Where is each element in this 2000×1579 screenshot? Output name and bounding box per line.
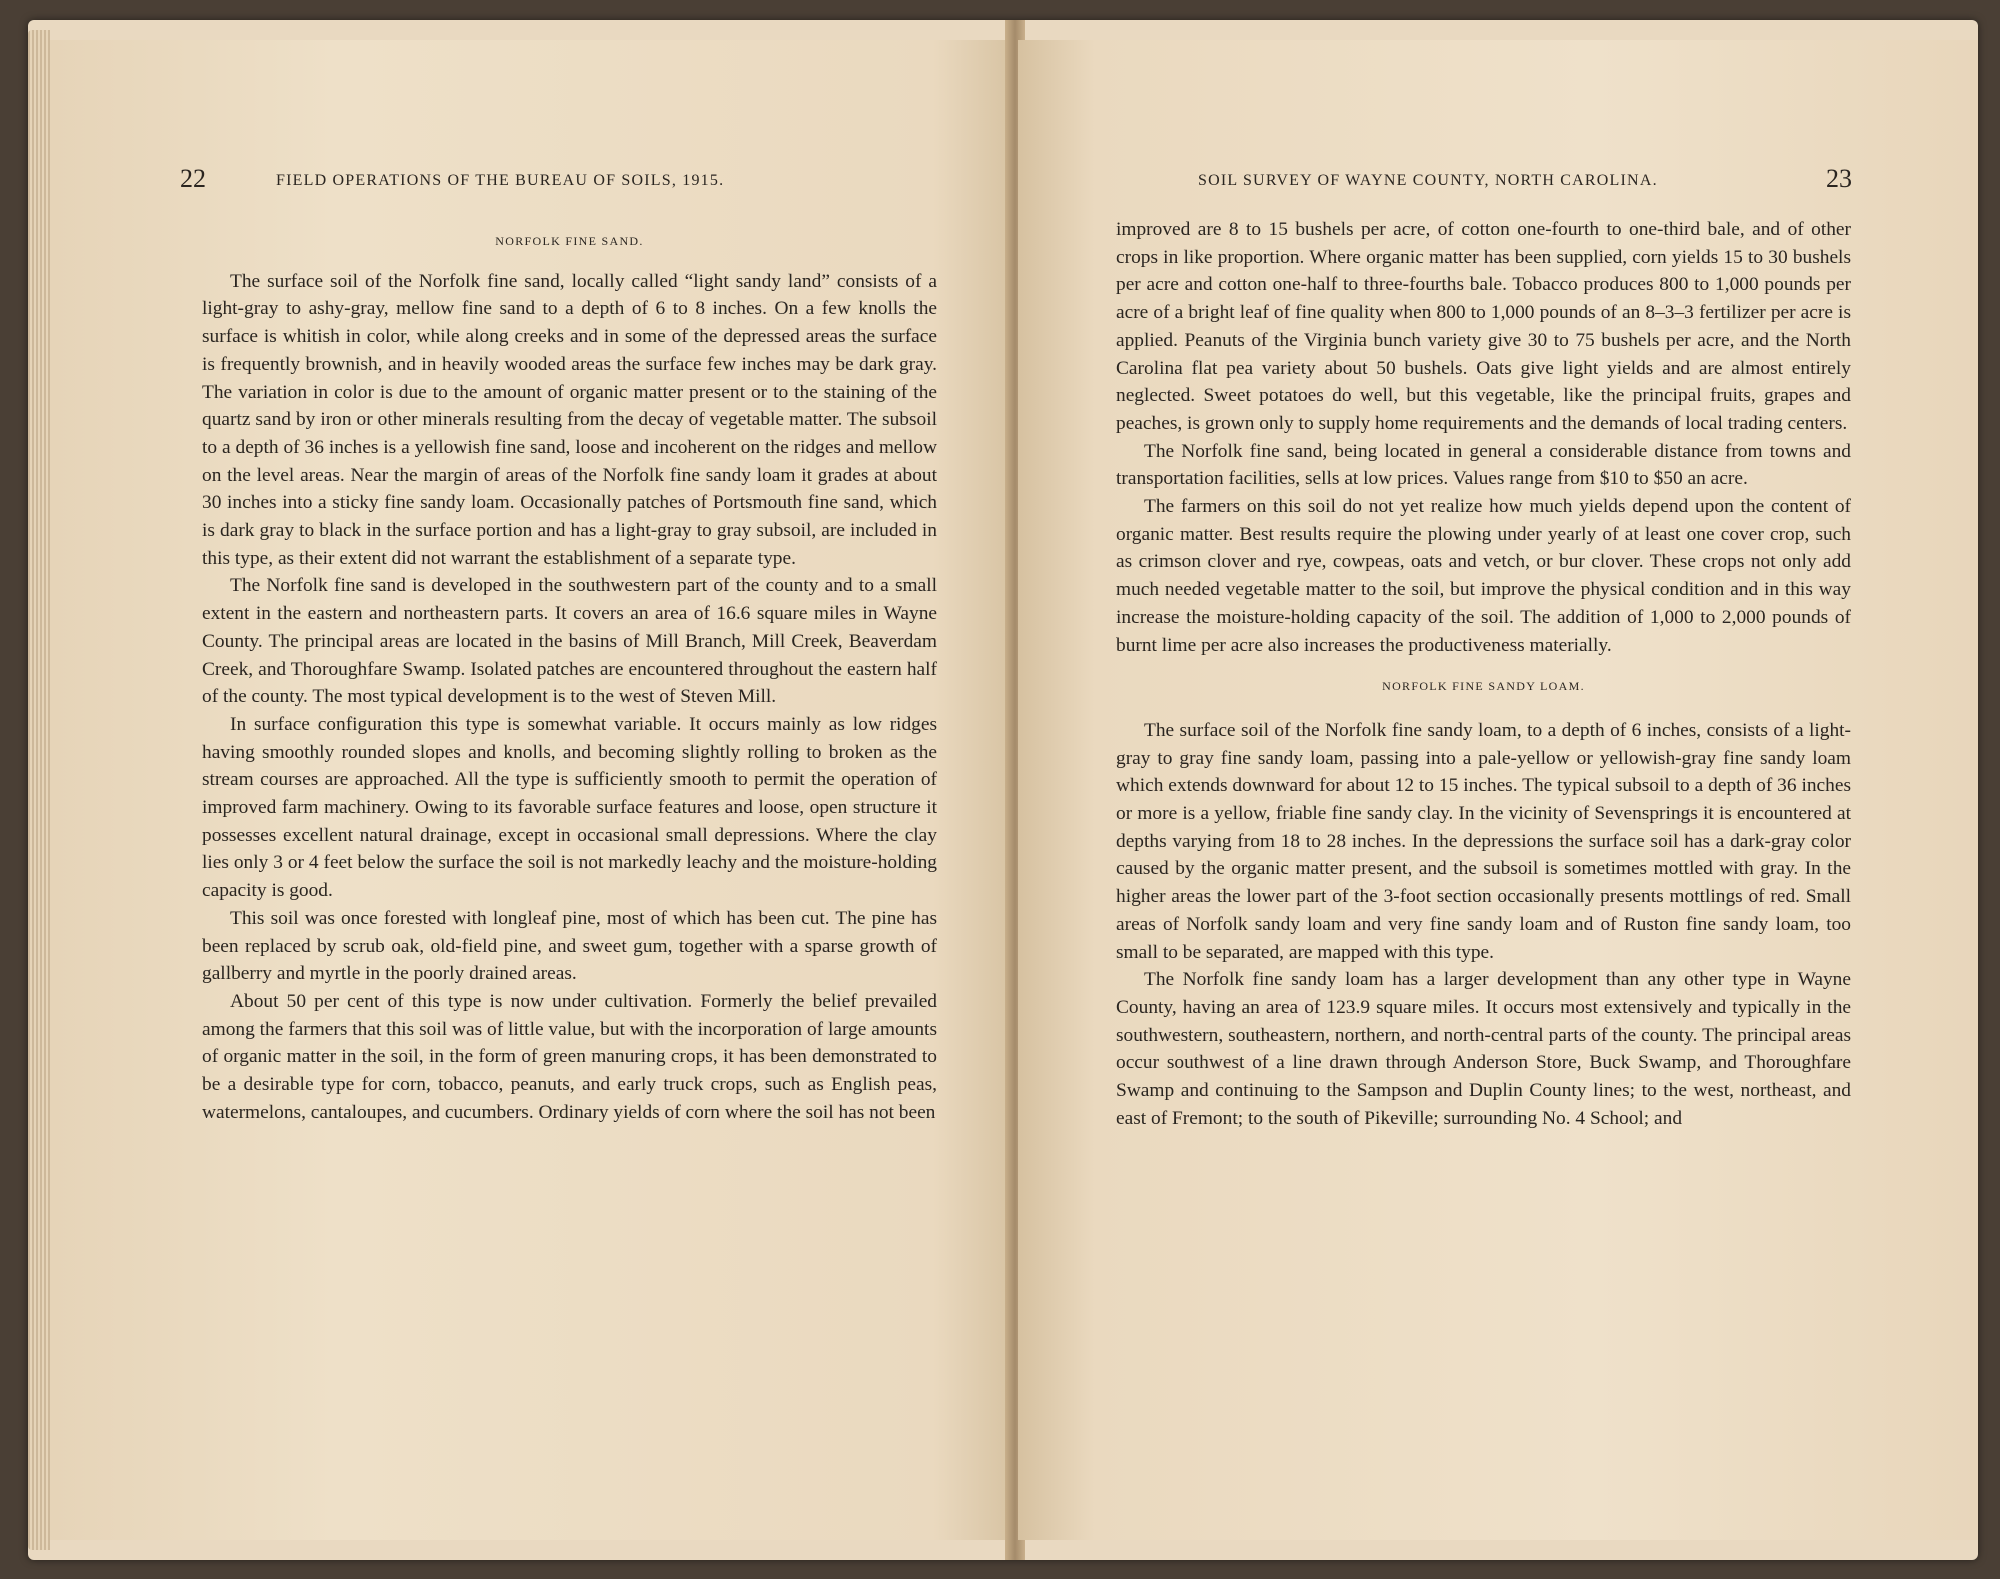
page-number: 23 — [1826, 164, 1852, 193]
right-page-body — [1116, 216, 1851, 1133]
paragraph: About 50 per cent of this type is now under cultivation. Formerly the belief prevailed among the farmers that this soil was of little value, but with the incorporation of large amounts of organic matter in the soil, in the form of green manuring crops, it has been demonstrated to be a desirable type for corn, tobacco, peanuts, and early truck crops, such as English peas, watermelons, cantaloupes, and cucumbers. Ordinary yields of corn where the soil has not been — [202, 990, 937, 1123]
paragraph: improved are 8 to 15 bushels per acre, of cotton one-fourth to one-third bale, and of other crops in like proportion. Where organic matter has been supplied, corn yields 15 to 30 bushels per acre and cotton one-half to three-fourths bale. Tobacco produces 800 to 1,000 pounds per acre of a bright leaf of fine quality when 800 to 1,000 pounds of an 8–3–3 fertilizer per acre is applied. Peanuts of the Virginia bunch variety give 30 to 75 bushels per acre, and the North Carolina flat pea variety about 50 bushels. Oats give light yields and are almost entirely neglected. Sweet potatoes do well, but this vegetable, like the principal fruits, grapes and peaches, is grown only to supply home requirements and the demands of local trading centers. — [1116, 219, 1851, 434]
left-page-body — [202, 228, 937, 1127]
section-title: NORFOLK FINE SAND. — [495, 234, 644, 248]
paragraph: The Norfolk fine sand, being located in general a considerable distance from towns and transportation facilities, sells at low prices. Values range from $10 to $50 an acre. — [1116, 440, 1851, 490]
paragraph: In surface configuration this type is somewhat variable. It occurs mainly as low ridges having smoothly rounded slopes and knolls, and becoming slightly rolling to broken as the stream courses are approached. All the type is sufficiently smooth to permit the operation of improved farm machinery. Owing to its favorable surface features and loose, open structure it possesses excellent natural drainage, except in occasional small depressions. Where the clay lies only 3 or 4 feet below the surface the soil is not markedly leachy and the moisture-holding capacity is good. — [202, 713, 937, 902]
running-head: FIELD OPERATIONS OF THE BUREAU OF SOILS, 1915. — [276, 172, 725, 189]
section-title: NORFOLK FINE SANDY LOAM. — [1382, 679, 1585, 694]
paragraph: The surface soil of the Norfolk fine sandy loam, to a depth of 6 inches, consists of a light-gray to gray fine sandy loam, passing into a pale-yellow or yellowish-gray fine sandy loam which extends downward for about 12 to 15 inches. The typical subsoil to a depth of 36 inches or more is a yellow, friable fine sandy clay. In the vicinity of Sevensprings it is encountered at depths varying from 18 to 28 inches. In the depressions the surface soil has a dark-gray color caused by the organic matter present, and the subsoil is sometimes mottled with gray. In the higher areas the lower part of the 3-foot section occasionally presents mottlings of red. Small areas of Norfolk sandy loam and very fine sandy loam and of Ruston fine sandy loam, too small to be separated, are mapped with this type. — [1116, 719, 1851, 963]
paragraph: The surface soil of the Norfolk fine sand, locally called “light sandy land” consists of a light-gray to ashy-gray, mellow fine sand to a depth of 6 to 8 inches. On a few knolls the surface is whitish in color, while along creeks and in some of the depressed areas the surface is frequently brownish, and in heavily wooded areas the surface few inches may be dark gray. The variation in color is due to the amount of organic matter present or to the staining of the quartz sand by iron or other minerals resulting from the decay of vegetable matter. The subsoil to a depth of 36 inches is a yellowish fine sand, loose and incoherent on the ridges and mellow on the level areas. Near the margin of areas of the Norfolk fine sandy loam it grades at about 30 inches into a sticky fine sandy loam. Occasionally patches of Portsmouth fine sand, which is dark gray to black in the surface portion and has a light-gray to gray subsoil, are included in this type, as their extent did not warrant the establishment of a separate type. — [202, 270, 937, 569]
page-edges — [28, 30, 50, 1550]
paragraph: The Norfolk fine sandy loam has a larger development than any other type in Wayne County, having an area of 123.9 square miles. It occurs most extensively and typically in the southwestern, southeastern, northern, and north-central parts of the county. The principal areas occur southwest of a line drawn through Anderson Store, Buck Swamp, and Thoroughfare Swamp and continuing to the Sampson and Duplin County lines; to the west, northeast, and east of Fremont; to the south of Pikeville; surrounding No. 4 School; and — [1116, 969, 1851, 1129]
paragraph: This soil was once forested with longleaf pine, most of which has been cut. The pine has been replaced by scrub oak, old-field pine, and sweet gum, together with a sparse growth of gallberry and myrtle in the poorly drained areas. — [202, 907, 937, 985]
left-page — [50, 40, 1010, 1540]
running-head: SOIL SURVEY OF WAYNE COUNTY, NORTH CAROLINA. — [1198, 172, 1658, 189]
page-number: 22 — [180, 164, 206, 193]
paragraph: The Norfolk fine sand is developed in the southwestern part of the county and to a small extent in the eastern and northeastern parts. It covers an area of 16.6 square miles in Wayne County. The principal areas are located in the basins of Mill Branch, Mill Creek, Beaverdam Creek, and Thoroughfare Swamp. Isolated patches are encountered throughout the eastern half of the county. The most typical development is to the west of Steven Mill. — [202, 575, 937, 708]
right-page — [1018, 40, 1978, 1540]
paragraph: The farmers on this soil do not yet realize how much yields depend upon the content of organic matter. Best results require the plowing under yearly of at least one cover crop, such as crimson clover and rye, cowpeas, oats and vetch, or bur clover. These crops not only add much needed vegetable matter to the soil, but improve the physical condition and in this way increase the moisture-holding capacity of the soil. The addition of 1,000 to 2,000 pounds of burnt lime per acre also increases the productiveness materially. — [1116, 496, 1851, 656]
